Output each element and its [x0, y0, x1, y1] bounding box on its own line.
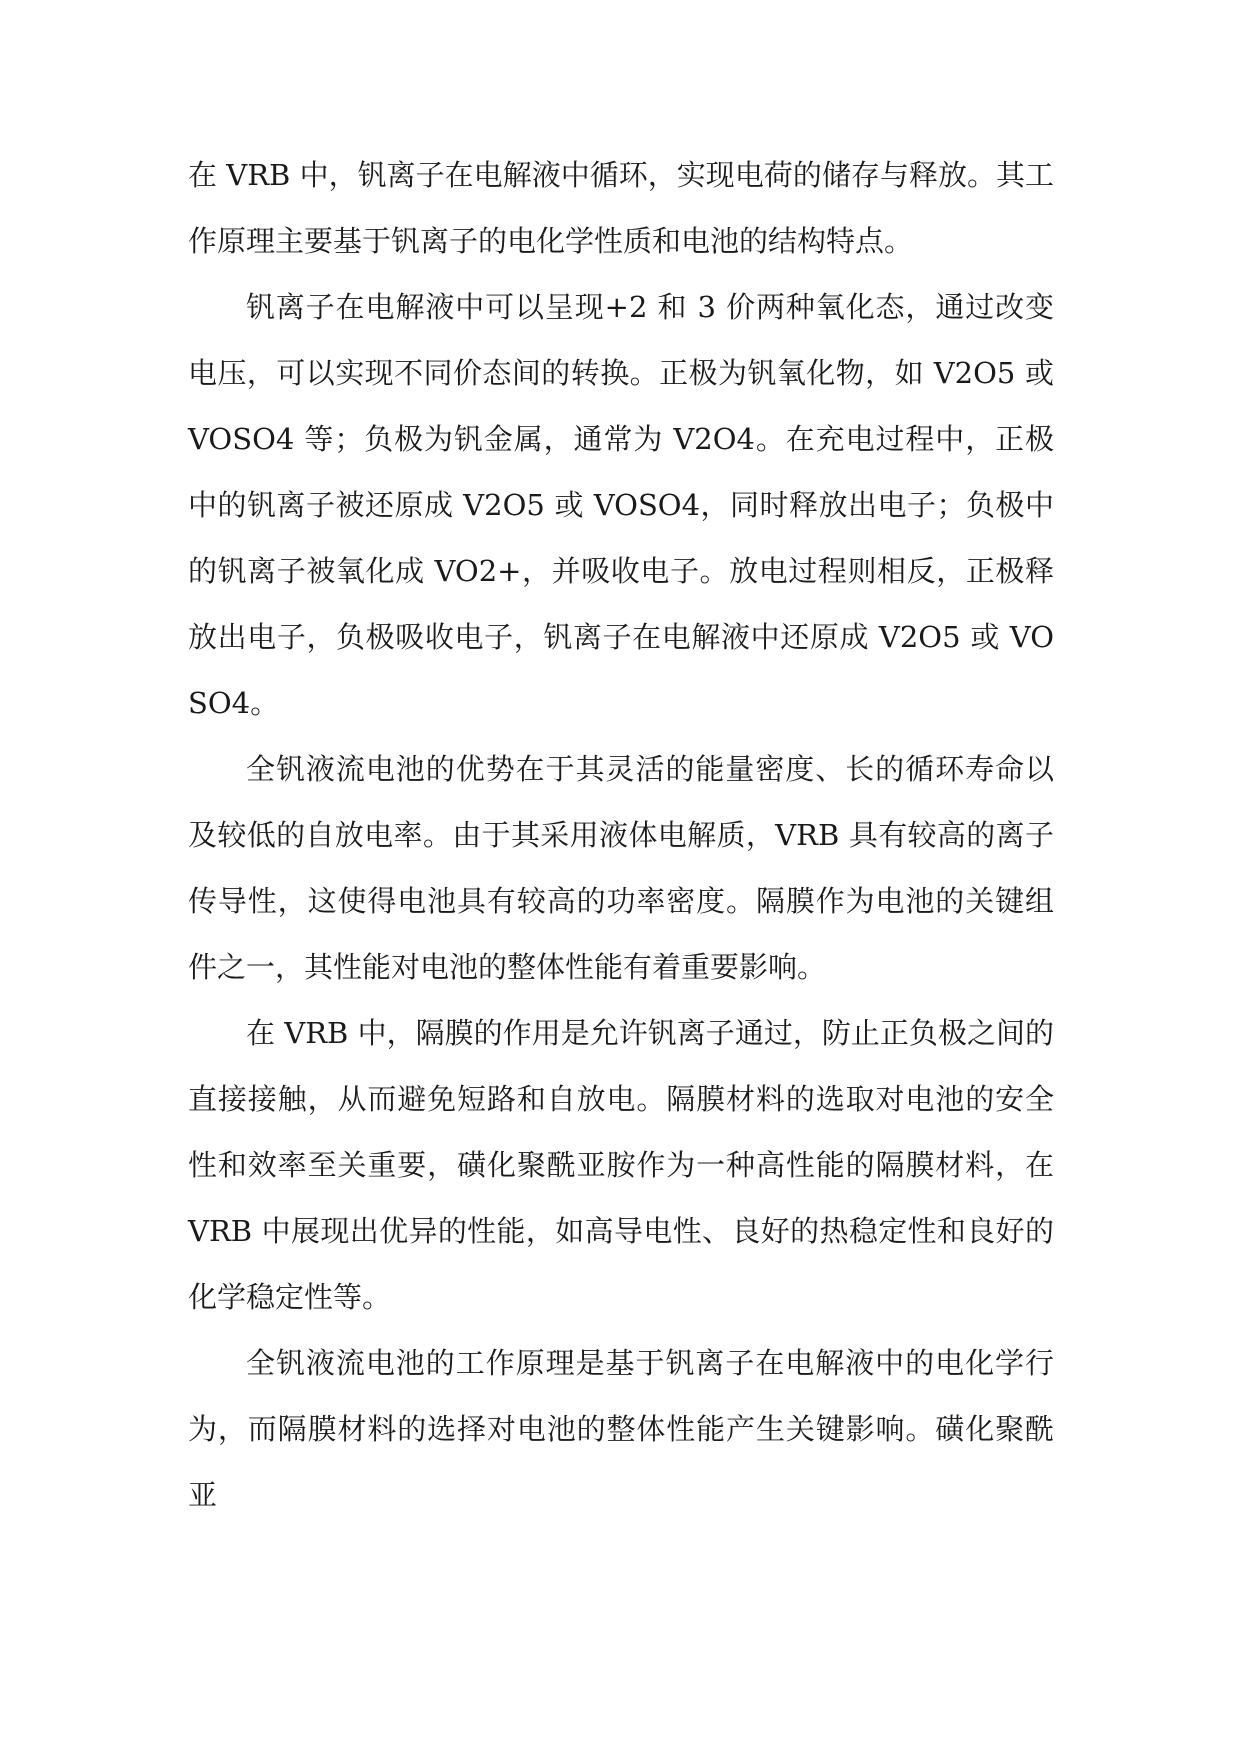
paragraph-4: 在 VRB 中，隔膜的作用是允许钒离子通过，防止正负极之间的直接接触，从而避免短路和自放电。隔膜材料的选取对电池的安全性和效率至关重要，磺化聚酰亚胺作为一种高性能的隔膜材料，在 VRB 中展现出优异的性能，如高导电性、良好的热稳定性和良好的化学稳定性等。 — [188, 1016, 1054, 1314]
body-text — [188, 142, 1054, 1528]
paragraph-1: 在 VRB 中，钒离子在电解液中循环，实现电荷的储存与释放。其工作原理主要基于钒离子的电化学性质和电池的结构特点。 — [188, 158, 1054, 258]
paragraph-5: 全钒液流电池的工作原理是基于钒离子在电解液中的电化学行为，而隔膜材料的选择对电池的整体性能产生关键影响。磺化聚酰亚 — [188, 1346, 1054, 1512]
paragraph-2: 钒离子在电解液中可以呈现+2 和 3 价两种氧化态，通过改变电压，可以实现不同价态间的转换。正极为钒氧化物，如 V2O5 或 VOSO4 等；负极为钒金属，通常为 V2O4。在充电过程中，正极中的钒离子被还原成 V2O5 或 VOSO4，同时释放出电子；负极中的钒离子被氧化成 VO2+，并吸收电子。放电过程则相反，正极释放出电子，负极吸收电子，钒离子在电解液中还原成 V2O5 或 VOSO4。 — [188, 290, 1054, 720]
paragraph-3: 全钒液流电池的优势在于其灵活的能量密度、长的循环寿命以及较低的自放电率。由于其采用液体电解质，VRB 具有较高的离子传导性，这使得电池具有较高的功率密度。隔膜作为电池的关键组件之一，其性能对电池的整体性能有着重要影响。 — [188, 752, 1054, 984]
